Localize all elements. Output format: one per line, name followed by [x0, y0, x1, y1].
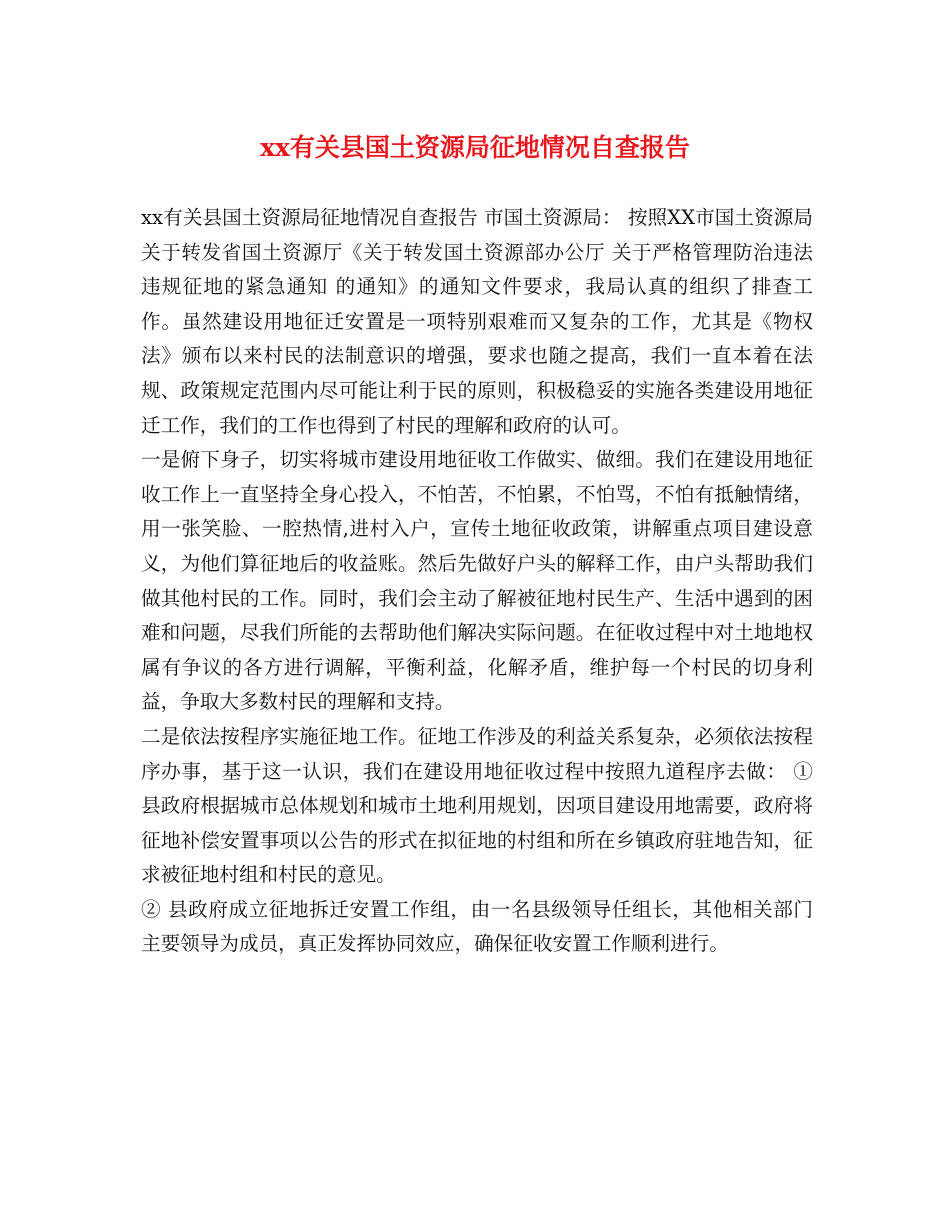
document-body	[141, 201, 813, 962]
paragraph-point-two: 二是依法按程序实施征地工作。征地工作涉及的利益关系复杂，必须依法按程序办事，基于这一认识，我们在建设用地征收过程中按照九道程序去做： ① 县政府根据城市总体规划和城市土地利用规划，因项目建设用地需要，政府将征地补偿安置事项以公告的形式在拟征地的村组和所在乡镇政府驻地告知，征求被征地村组和村民的意见。	[141, 724, 813, 887]
document-title: xx有关县国土资源局征地情况自查报告	[260, 133, 690, 162]
paragraph-step-two: ② 县政府成立征地拆迁安置工作组，由一名县级领导任组长，其他相关部门主要领导为成员，真正发挥协同效应，确保征收安置工作顺利进行。	[141, 897, 813, 956]
paragraph-intro: xx有关县国土资源局征地情况自查报告 市国土资源局： 按照XX市国土资源局关于转发省国土资源厅《关于转发国土资源部办公厅 关于严格管理防治违法违规征地的紧急通知 的通知》的通知文件要求，我局认真的组织了排查工作。虽然建设用地征迁安置是一项特别艰难而又复杂的工作，尤其是《物权法》颁布以来村民的法制意识的增强，要求也随之提高，我们一直本着在法规、政策规定范围内尽可能让利于民的原则，积极稳妥的实施各类建设用地征迁工作，我们的工作也得到了村民的理解和政府的认可。	[141, 206, 813, 437]
paragraph-point-one: 一是俯下身子，切实将城市建设用地征收工作做实、做细。我们在建设用地征收工作上一直坚持全身心投入，不怕苦，不怕累，不怕骂，不怕有抵触情绪，用一张笑脸、一腔热情,进村入户，宣传土地征收政策，讲解重点项目建设意义，为他们算征地后的收益账。然后先做好户头的解释工作，由户头帮助我们做其他村民的工作。同时，我们会主动了解被征地村民生产、生活中遇到的困难和问题，尽我们所能的去帮助他们解决实际问题。在征收过程中对土地地权属有争议的各方进行调解，平衡利益，化解矛盾，维护每一个村民的切身利益，争取大多数村民的理解和支持。	[141, 448, 813, 714]
